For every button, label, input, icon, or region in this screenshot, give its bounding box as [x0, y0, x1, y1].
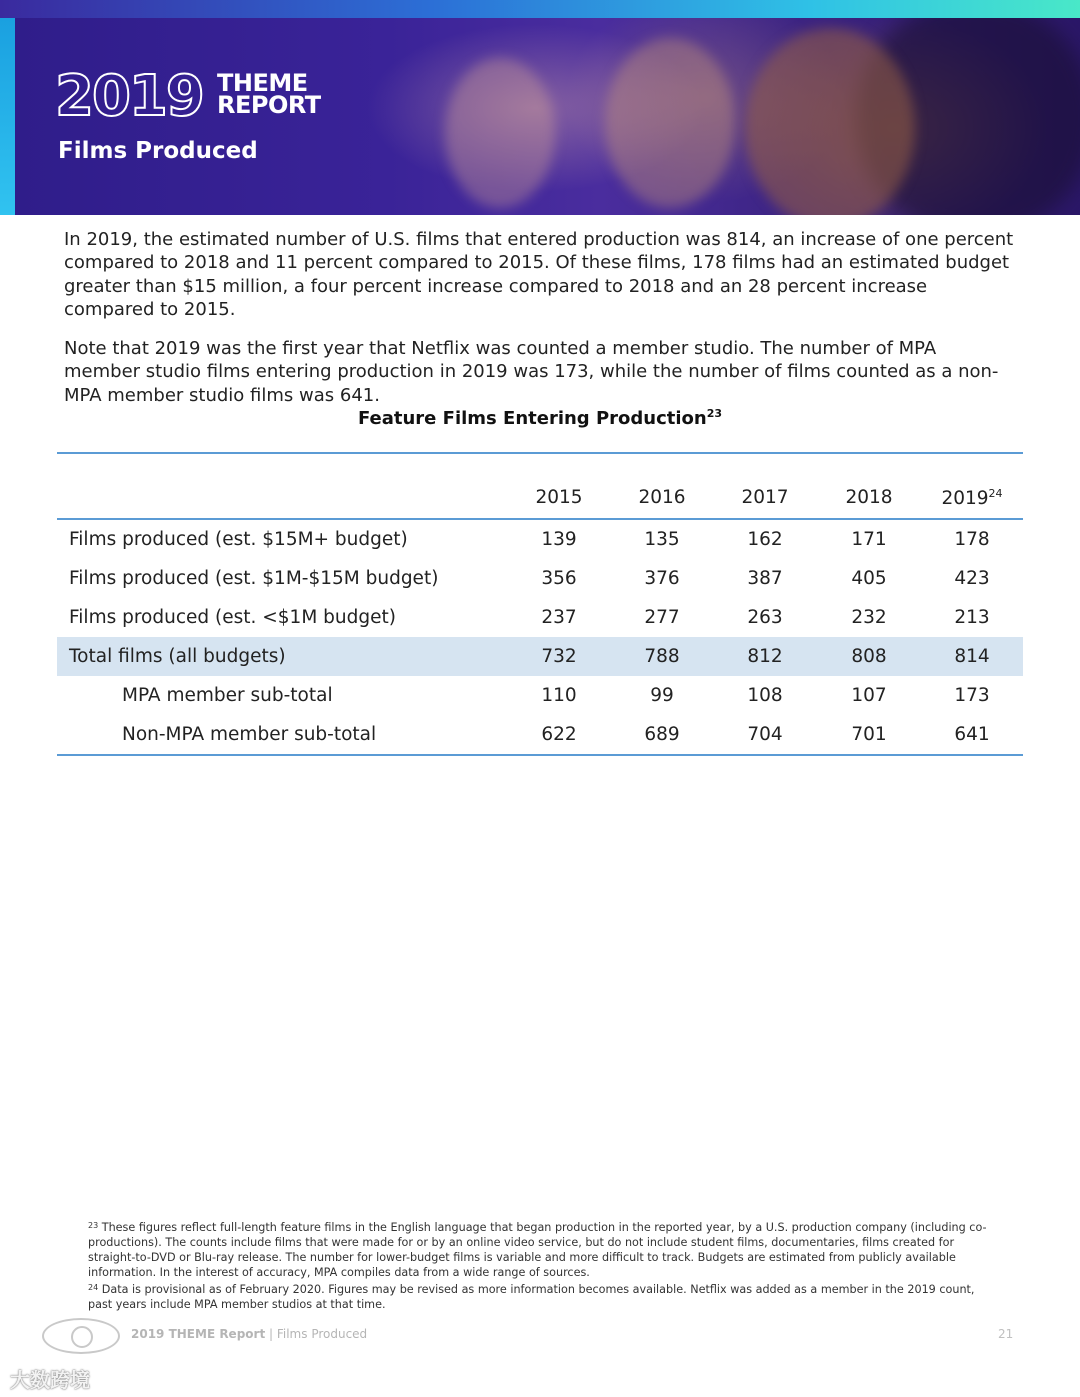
- watermark: 大数跨境: [10, 1368, 90, 1392]
- intro-paragraph-1: In 2019, the estimated number of U.S. films that entered production was 814, an increase of one percent compared to 2018 and 11 percent compared to 2015. Of these films, 178 films had an estimated budget greater than $15 million, a four percent increase compared to 2018 and an 28 percent increase compared to 2015.: [64, 229, 1014, 320]
- left-accent-strip: [0, 18, 15, 215]
- footnote-24: [88, 1280, 988, 1312]
- footnote-marker: 23: [88, 1221, 99, 1230]
- table-cell: 139: [541, 529, 577, 550]
- column-header: 2016: [638, 487, 686, 508]
- footnote-text: Data is provisional as of February 2020. Figures may be revised as more information becomes available. Netflix was added as a member in the 2019 count, past years include MPA member studios at that time.: [88, 1283, 975, 1311]
- footnotes: [88, 1218, 988, 1312]
- table-cell: 788: [644, 646, 680, 667]
- row-label: Films produced (est. <$1M budget): [69, 607, 396, 628]
- table-cell: 108: [747, 685, 783, 706]
- footer-section: Films Produced: [276, 1327, 368, 1341]
- table-cell: 808: [851, 646, 887, 667]
- table-cell: 814: [954, 646, 990, 667]
- section-title: Films Produced: [58, 138, 258, 164]
- table-cell: 704: [747, 724, 783, 745]
- logo-year: 2019: [55, 64, 203, 129]
- footer-report-name: 2019 THEME Report: [131, 1327, 266, 1341]
- table-cell: 732: [541, 646, 577, 667]
- table-title-text: Feature Films Entering Production: [357, 408, 707, 429]
- table-cell: 178: [954, 529, 990, 550]
- table-cell: 213: [954, 607, 990, 628]
- table-cell: 701: [851, 724, 887, 745]
- table-cell: 99: [650, 685, 674, 706]
- intro-paragraph-2: Note that 2019 was the first year that Netflix was counted a member studio. The number of MPA member studio films entering production in 2019 was 173, while the number of films counted as a non-MPA member studio films was 641.: [64, 338, 999, 406]
- banner-photo-face: [605, 38, 735, 208]
- table-row: [57, 598, 1023, 637]
- footer-caption: [131, 1327, 367, 1341]
- table-cell: 376: [644, 568, 680, 589]
- table-row-subtotal: [57, 676, 1023, 715]
- column-header: 2017: [741, 487, 789, 508]
- row-label: MPA member sub-total: [122, 685, 333, 706]
- logo-theme-report: [217, 69, 367, 119]
- table-header-row: [57, 454, 1023, 520]
- logo-theme-word: THEME: [217, 69, 308, 97]
- top-gradient-bar: [0, 0, 1080, 18]
- row-label: Total films (all budgets): [69, 646, 286, 667]
- film-reel-icon: [71, 1326, 93, 1348]
- table-cell: 173: [954, 685, 990, 706]
- banner-photo-face: [445, 58, 555, 208]
- table-cell: 135: [644, 529, 680, 550]
- footnote-23: [88, 1218, 988, 1280]
- logo-report-word: REPORT: [217, 91, 321, 119]
- table-cell: 107: [851, 685, 887, 706]
- row-label: Films produced (est. $15M+ budget): [69, 529, 408, 550]
- page-number: 21: [998, 1327, 1014, 1341]
- column-header: 2018: [845, 487, 893, 508]
- table-row-subtotal: [57, 715, 1023, 754]
- footnote-ref-23: 23: [706, 407, 723, 420]
- table-title: [0, 407, 1080, 429]
- table-cell: 232: [851, 607, 887, 628]
- table-cell: 110: [541, 685, 577, 706]
- header-banner: [15, 18, 1080, 215]
- table-cell: 812: [747, 646, 783, 667]
- table-cell: 237: [541, 607, 577, 628]
- films-table: [57, 452, 1023, 756]
- table-row: [57, 559, 1023, 598]
- table-cell: 162: [747, 529, 783, 550]
- footer-separator: |: [265, 1327, 277, 1341]
- table-cell: 277: [644, 607, 680, 628]
- mpa-logo-icon: [42, 1318, 120, 1354]
- table-cell: 423: [954, 568, 990, 589]
- footnote-marker: 24: [88, 1283, 99, 1292]
- table-cell: 356: [541, 568, 577, 589]
- table-cell: 622: [541, 724, 577, 745]
- row-label: Films produced (est. $1M-$15M budget): [69, 568, 439, 589]
- table-row-total: [57, 637, 1023, 676]
- column-header-2019: [927, 487, 1017, 509]
- banner-photo-face: [745, 28, 915, 215]
- table-cell: 405: [851, 568, 887, 589]
- table-cell: 387: [747, 568, 783, 589]
- table-row: [57, 520, 1023, 559]
- table-cell: 641: [954, 724, 990, 745]
- table-cell: 171: [851, 529, 887, 550]
- table-cell: 263: [747, 607, 783, 628]
- table-cell: 689: [644, 724, 680, 745]
- column-header: 2015: [535, 487, 583, 508]
- footnote-ref-24: 24: [988, 487, 1003, 500]
- row-label: Non-MPA member sub-total: [122, 724, 377, 745]
- column-header-text: 2019: [941, 488, 989, 509]
- footnote-text: These figures reflect full-length feature films in the English language that began production in the reported year, by a U.S. production company (including co-productions). The counts include films that were made for or by an online video service, but do not include student films, documentaries, films created for straight-to-DVD or Blu-ray release. The number for lower-budget films is variable and more difficult to track. Budgets are estimated from publicly available information. In the interest of accuracy, MPA compiles data from a wide range of sources.: [88, 1221, 987, 1279]
